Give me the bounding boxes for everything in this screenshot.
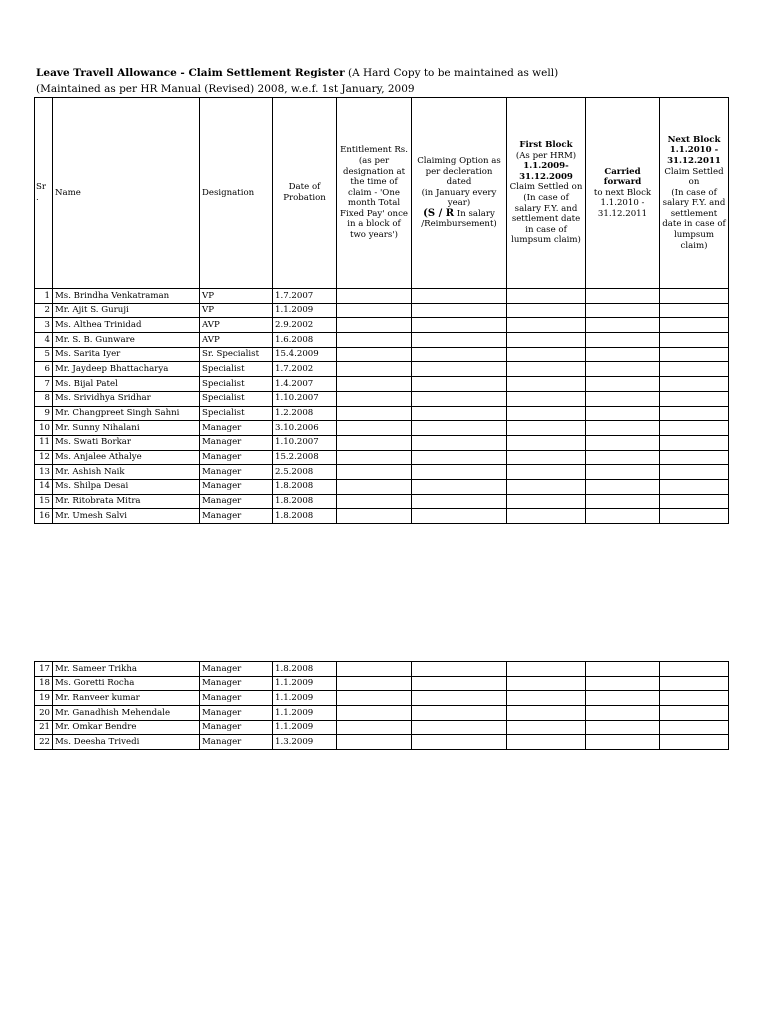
cell-sr: 14	[35, 479, 53, 494]
cell-claiming-option[interactable]	[412, 391, 507, 406]
cell-date-of-probation: 1.10.2007	[273, 435, 337, 450]
claim-register-table	[34, 97, 729, 524]
table-row	[35, 377, 729, 392]
register-subtitle: (Maintained as per HR Manual (Revised) 2008, w.e.f. 1st January, 2009	[36, 83, 415, 95]
cell-name: Ms. Shilpa Desai	[53, 479, 200, 494]
cell-date-of-probation: 2.5.2008	[273, 465, 337, 480]
cell-designation: Manager	[200, 435, 273, 450]
table-row	[35, 362, 729, 377]
cell-date-of-probation: 1.1.2009	[273, 706, 337, 721]
table-row	[35, 391, 729, 406]
cell-sr: 12	[35, 450, 53, 465]
cell-sr: 21	[35, 720, 53, 735]
cell-claiming-option[interactable]	[412, 509, 507, 524]
cell-entitlement[interactable]	[337, 333, 412, 348]
cell-carried-forward[interactable]	[586, 662, 660, 677]
cell-designation: Manager	[200, 691, 273, 706]
first-block-desc: Claim Settled on	[509, 182, 583, 193]
cell-name: Mr. Ashish Naik	[53, 465, 200, 480]
first-block-ref: (As per HRM)	[515, 150, 577, 161]
cell-designation: Manager	[200, 450, 273, 465]
cell-first-block[interactable]	[507, 377, 586, 392]
table-header-row	[35, 98, 729, 289]
cell-carried-forward[interactable]	[586, 735, 660, 750]
cell-claiming-option[interactable]	[412, 406, 507, 421]
cell-sr: 13	[35, 465, 53, 480]
register-title-note: (A Hard Copy to be maintained as well)	[344, 67, 559, 79]
cell-claiming-option[interactable]	[412, 318, 507, 333]
cell-date-of-probation: 1.3.2009	[273, 735, 337, 750]
cell-designation: Manager	[200, 509, 273, 524]
cell-date-of-probation: 1.1.2009	[273, 691, 337, 706]
cell-date-of-probation: 1.8.2008	[273, 662, 337, 677]
cell-claiming-option[interactable]	[412, 479, 507, 494]
cell-claiming-option[interactable]	[412, 421, 507, 436]
cell-carried-forward[interactable]	[586, 318, 660, 333]
carried-forward-desc: to next Block 1.1.2010 - 31.12.2011	[593, 187, 652, 219]
cell-claiming-option[interactable]	[412, 662, 507, 677]
cell-carried-forward[interactable]	[586, 706, 660, 721]
header-carried-forward	[586, 98, 660, 289]
cell-claiming-option[interactable]	[412, 691, 507, 706]
claiming-option-sr-rest: In salary /Reimbursement)	[421, 208, 497, 230]
cell-date-of-probation: 1.2.2008	[273, 406, 337, 421]
cell-sr: 6	[35, 362, 53, 377]
cell-next-block[interactable]	[660, 347, 729, 362]
cell-designation: VP	[200, 289, 273, 304]
table-row	[35, 406, 729, 421]
cell-sr: 2	[35, 303, 53, 318]
cell-sr: 16	[35, 509, 53, 524]
cell-carried-forward[interactable]	[586, 391, 660, 406]
cell-carried-forward[interactable]	[586, 421, 660, 436]
cell-name: Ms. Srividhya Sridhar	[53, 391, 200, 406]
table-row	[35, 318, 729, 333]
cell-next-block[interactable]	[660, 720, 729, 735]
table-row	[35, 720, 729, 735]
cell-next-block[interactable]	[660, 289, 729, 304]
cell-designation: Specialist	[200, 406, 273, 421]
cell-claiming-option[interactable]	[412, 494, 507, 509]
table-row	[35, 435, 729, 450]
cell-carried-forward[interactable]	[586, 303, 660, 318]
table-row	[35, 479, 729, 494]
cell-first-block[interactable]	[507, 303, 586, 318]
cell-entitlement[interactable]	[337, 391, 412, 406]
table-row	[35, 662, 729, 677]
cell-sr: 18	[35, 676, 53, 691]
cell-first-block[interactable]	[507, 479, 586, 494]
claiming-option-sr	[414, 209, 504, 230]
cell-designation: Sr. Specialist	[200, 347, 273, 362]
cell-entitlement[interactable]	[337, 662, 412, 677]
cell-entitlement[interactable]	[337, 720, 412, 735]
cell-name: Ms. Brindha Venkatraman	[53, 289, 200, 304]
claiming-option-sr-code: (S / R	[423, 207, 455, 219]
cell-next-block[interactable]	[660, 509, 729, 524]
cell-date-of-probation: 1.8.2008	[273, 494, 337, 509]
cell-entitlement[interactable]	[337, 494, 412, 509]
cell-designation: Manager	[200, 662, 273, 677]
cell-sr: 8	[35, 391, 53, 406]
cell-claiming-option[interactable]	[412, 676, 507, 691]
cell-designation: Manager	[200, 494, 273, 509]
cell-claiming-option[interactable]	[412, 362, 507, 377]
cell-date-of-probation: 1.1.2009	[273, 303, 337, 318]
cell-designation: Specialist	[200, 362, 273, 377]
cell-name: Mr. Ranveer kumar	[53, 691, 200, 706]
cell-entitlement[interactable]	[337, 289, 412, 304]
table-row	[35, 450, 729, 465]
cell-sr: 7	[35, 377, 53, 392]
cell-sr: 11	[35, 435, 53, 450]
cell-next-block[interactable]	[660, 676, 729, 691]
cell-entitlement[interactable]	[337, 303, 412, 318]
cell-entitlement[interactable]	[337, 691, 412, 706]
header-sr: Sr .	[35, 98, 53, 289]
cell-next-block[interactable]	[660, 333, 729, 348]
cell-name: Ms. Goretti Rocha	[53, 676, 200, 691]
header-first-block	[507, 98, 586, 289]
cell-first-block[interactable]	[507, 435, 586, 450]
cell-entitlement[interactable]	[337, 450, 412, 465]
cell-name: Mr. Jaydeep Bhattacharya	[53, 362, 200, 377]
cell-designation: Manager	[200, 479, 273, 494]
cell-carried-forward[interactable]	[586, 479, 660, 494]
cell-first-block[interactable]	[507, 509, 586, 524]
cell-first-block[interactable]	[507, 347, 586, 362]
table-row	[35, 691, 729, 706]
cell-carried-forward[interactable]	[586, 333, 660, 348]
cell-sr: 3	[35, 318, 53, 333]
next-block-dates: 1.1.2010 - 31.12.2011	[667, 145, 721, 166]
cell-first-block[interactable]	[507, 406, 586, 421]
cell-carried-forward[interactable]	[586, 289, 660, 304]
cell-claiming-option[interactable]	[412, 333, 507, 348]
cell-carried-forward[interactable]	[586, 676, 660, 691]
cell-carried-forward[interactable]	[586, 347, 660, 362]
cell-next-block[interactable]	[660, 406, 729, 421]
cell-next-block[interactable]	[660, 318, 729, 333]
table-row	[35, 289, 729, 304]
cell-first-block[interactable]	[507, 676, 586, 691]
cell-date-of-probation: 2.9.2002	[273, 318, 337, 333]
cell-next-block[interactable]	[660, 494, 729, 509]
cell-claiming-option[interactable]	[412, 347, 507, 362]
cell-designation: Manager	[200, 465, 273, 480]
header-date-of-probation: Date of Probation	[273, 98, 337, 289]
carried-forward-title: Carried forward	[603, 166, 642, 188]
cell-sr: 19	[35, 691, 53, 706]
cell-date-of-probation: 3.10.2006	[273, 421, 337, 436]
cell-next-block[interactable]	[660, 377, 729, 392]
cell-next-block[interactable]	[660, 450, 729, 465]
cell-sr: 15	[35, 494, 53, 509]
claiming-option-text: Claiming Option as per decleration dated	[417, 155, 501, 188]
cell-next-block[interactable]	[660, 362, 729, 377]
cell-name: Mr. Ajit S. Guruji	[53, 303, 200, 318]
cell-date-of-probation: 1.10.2007	[273, 391, 337, 406]
next-block-title: Next Block	[667, 134, 721, 145]
cell-sr: 17	[35, 662, 53, 677]
cell-date-of-probation: 1.7.2007	[273, 289, 337, 304]
table-row	[35, 494, 729, 509]
claim-register-table-continued	[34, 661, 729, 750]
cell-next-block[interactable]	[660, 465, 729, 480]
cell-first-block[interactable]	[507, 391, 586, 406]
cell-name: Ms. Althea Trinidad	[53, 318, 200, 333]
header-claiming-option	[412, 98, 507, 289]
cell-claiming-option[interactable]	[412, 720, 507, 735]
cell-entitlement[interactable]	[337, 406, 412, 421]
table-body-part1	[35, 289, 729, 524]
header-designation: Designation	[200, 98, 273, 289]
cell-sr: 22	[35, 735, 53, 750]
cell-name: Mr. S. B. Gunware	[53, 333, 200, 348]
cell-claiming-option[interactable]	[412, 289, 507, 304]
cell-date-of-probation: 1.6.2008	[273, 333, 337, 348]
cell-claiming-option[interactable]	[412, 706, 507, 721]
cell-first-block[interactable]	[507, 691, 586, 706]
cell-first-block[interactable]	[507, 720, 586, 735]
cell-carried-forward[interactable]	[586, 691, 660, 706]
cell-name: Mr. Changpreet Singh Sahni	[53, 406, 200, 421]
cell-designation: Manager	[200, 706, 273, 721]
cell-entitlement[interactable]	[337, 377, 412, 392]
cell-first-block[interactable]	[507, 465, 586, 480]
cell-next-block[interactable]	[660, 421, 729, 436]
cell-name: Ms. Sarita Iyer	[53, 347, 200, 362]
cell-name: Mr. Sunny Nihalani	[53, 421, 200, 436]
cell-next-block[interactable]	[660, 391, 729, 406]
cell-sr: 1	[35, 289, 53, 304]
cell-entitlement[interactable]	[337, 362, 412, 377]
cell-next-block[interactable]	[660, 691, 729, 706]
first-block-dates: 1.1.2009- 31.12.2009	[519, 161, 573, 182]
cell-designation: VP	[200, 303, 273, 318]
cell-next-block[interactable]	[660, 662, 729, 677]
cell-sr: 20	[35, 706, 53, 721]
cell-first-block[interactable]	[507, 333, 586, 348]
cell-carried-forward[interactable]	[586, 450, 660, 465]
next-block-desc: Claim Settled on	[664, 166, 724, 188]
cell-carried-forward[interactable]	[586, 509, 660, 524]
cell-entitlement[interactable]	[337, 509, 412, 524]
cell-carried-forward[interactable]	[586, 435, 660, 450]
cell-name: Mr. Ritobrata Mitra	[53, 494, 200, 509]
table-row	[35, 735, 729, 750]
cell-date-of-probation: 1.1.2009	[273, 676, 337, 691]
cell-designation: Manager	[200, 421, 273, 436]
cell-first-block[interactable]	[507, 289, 586, 304]
cell-carried-forward[interactable]	[586, 720, 660, 735]
cell-carried-forward[interactable]	[586, 406, 660, 421]
cell-date-of-probation: 1.8.2008	[273, 479, 337, 494]
cell-carried-forward[interactable]	[586, 465, 660, 480]
cell-claiming-option[interactable]	[412, 465, 507, 480]
cell-date-of-probation: 1.7.2002	[273, 362, 337, 377]
header-name: Name	[53, 98, 200, 289]
cell-entitlement[interactable]	[337, 347, 412, 362]
cell-entitlement[interactable]	[337, 421, 412, 436]
header-next-block	[660, 98, 729, 289]
cell-next-block[interactable]	[660, 706, 729, 721]
cell-designation: Specialist	[200, 391, 273, 406]
cell-designation: AVP	[200, 333, 273, 348]
cell-entitlement[interactable]	[337, 465, 412, 480]
cell-next-block[interactable]	[660, 735, 729, 750]
cell-designation: Manager	[200, 720, 273, 735]
cell-claiming-option[interactable]	[412, 450, 507, 465]
cell-name: Ms. Anjalee Athalye	[53, 450, 200, 465]
cell-sr: 10	[35, 421, 53, 436]
cell-name: Ms. Deesha Trivedi	[53, 735, 200, 750]
cell-entitlement[interactable]	[337, 735, 412, 750]
register-title	[36, 67, 558, 79]
cell-name: Mr. Sameer Trikha	[53, 662, 200, 677]
cell-first-block[interactable]	[507, 318, 586, 333]
cell-entitlement[interactable]	[337, 318, 412, 333]
cell-entitlement[interactable]	[337, 479, 412, 494]
table-row	[35, 421, 729, 436]
cell-next-block[interactable]	[660, 479, 729, 494]
cell-carried-forward[interactable]	[586, 494, 660, 509]
cell-designation: Specialist	[200, 377, 273, 392]
cell-designation: Manager	[200, 676, 273, 691]
table-row	[35, 509, 729, 524]
cell-first-block[interactable]	[507, 494, 586, 509]
cell-sr: 9	[35, 406, 53, 421]
table-row	[35, 676, 729, 691]
cell-next-block[interactable]	[660, 435, 729, 450]
cell-claiming-option[interactable]	[412, 303, 507, 318]
claiming-option-note: (in January every year)	[421, 187, 497, 209]
header-entitlement: Entitlement Rs. (as per designation at the time of claim - 'One month Total Fixed Pay' once in a block of two years')	[337, 98, 412, 289]
cell-claiming-option[interactable]	[412, 435, 507, 450]
cell-date-of-probation: 1.1.2009	[273, 720, 337, 735]
cell-sr: 5	[35, 347, 53, 362]
cell-name: Mr. Umesh Salvi	[53, 509, 200, 524]
cell-date-of-probation: 15.4.2009	[273, 347, 337, 362]
table-body-part2	[35, 662, 729, 750]
cell-name: Ms. Swati Borkar	[53, 435, 200, 450]
table-row	[35, 706, 729, 721]
cell-sr: 4	[35, 333, 53, 348]
register-title-bold: Leave Travell Allowance - Claim Settlement Register	[36, 67, 345, 79]
table-row	[35, 347, 729, 362]
table-row	[35, 465, 729, 480]
cell-first-block[interactable]	[507, 706, 586, 721]
cell-carried-forward[interactable]	[586, 362, 660, 377]
cell-designation: AVP	[200, 318, 273, 333]
cell-name: Mr. Omkar Bendre	[53, 720, 200, 735]
cell-carried-forward[interactable]	[586, 377, 660, 392]
table-row	[35, 333, 729, 348]
cell-first-block[interactable]	[507, 450, 586, 465]
first-block-note: (In case of salary F.Y. and settlement date in case of lumpsum claim)	[511, 193, 581, 246]
cell-first-block[interactable]	[507, 662, 586, 677]
cell-first-block[interactable]	[507, 362, 586, 377]
cell-date-of-probation: 1.8.2008	[273, 509, 337, 524]
table-row	[35, 303, 729, 318]
cell-date-of-probation: 15.2.2008	[273, 450, 337, 465]
cell-date-of-probation: 1.4.2007	[273, 377, 337, 392]
cell-next-block[interactable]	[660, 303, 729, 318]
cell-first-block[interactable]	[507, 735, 586, 750]
cell-entitlement[interactable]	[337, 435, 412, 450]
cell-claiming-option[interactable]	[412, 735, 507, 750]
next-block-note: (In case of salary F.Y. and settlement date in case of lumpsum claim)	[662, 187, 726, 251]
cell-name: Mr. Ganadhish Mehendale	[53, 706, 200, 721]
cell-entitlement[interactable]	[337, 676, 412, 691]
cell-claiming-option[interactable]	[412, 377, 507, 392]
cell-name: Ms. Bijal Patel	[53, 377, 200, 392]
cell-entitlement[interactable]	[337, 706, 412, 721]
first-block-title: First Block	[519, 140, 573, 151]
cell-first-block[interactable]	[507, 421, 586, 436]
cell-designation: Manager	[200, 735, 273, 750]
